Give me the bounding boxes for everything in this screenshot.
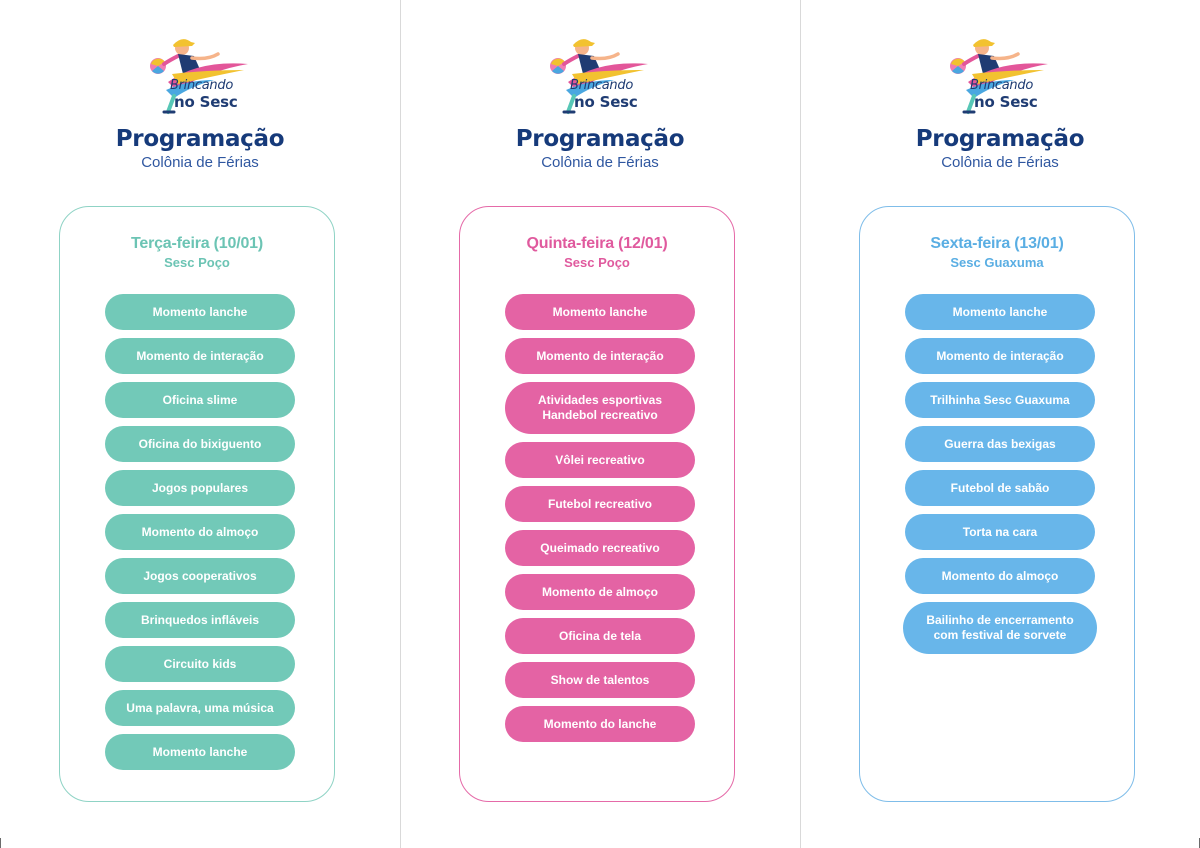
unit-name: Sesc Poço [164,255,230,270]
activity-item: Momento de interação [105,338,295,374]
logo-line2: no Sesc [574,93,638,111]
activity-item: Atividades esportivas Handebol recreativo [505,382,695,434]
brincando-no-sesc-logo [548,34,654,116]
day-heading: Terça-feira (10/01) [131,235,263,252]
unit-name: Sesc Poço [564,255,630,270]
page-subtitle: Colônia de Férias [141,154,259,171]
activity-item: Momento de interação [905,338,1095,374]
program-panel-2 [400,0,800,848]
activity-item: Momento lanche [905,294,1095,330]
program-panel-3 [800,0,1200,848]
activity-item: Momento do lanche [505,706,695,742]
page-title: Programação [515,126,685,152]
activity-item: Momento de almoço [505,574,695,610]
day-heading: Quinta-feira (12/01) [526,235,668,252]
activity-item: Torta na cara [905,514,1095,550]
logo-line2: no Sesc [174,93,238,111]
program-panel-1 [0,0,400,848]
activity-item: Futebol de sabão [905,470,1095,506]
activity-item: Bailinho de encerramento com festival de sorvete [903,602,1097,654]
activity-item: Futebol recreativo [505,486,695,522]
activity-item: Momento lanche [505,294,695,330]
activity-item: Trilhinha Sesc Guaxuma [905,382,1095,418]
activity-item: Show de talentos [505,662,695,698]
activity-item: Oficina do bixiguento [105,426,295,462]
unit-name: Sesc Guaxuma [950,255,1044,270]
activity-item: Momento lanche [105,294,295,330]
activity-item: Brinquedos infláveis [105,602,295,638]
schedule-card [59,206,335,802]
logo-line2: no Sesc [974,93,1038,111]
activity-item: Guerra das bexigas [905,426,1095,462]
schedule-card [459,206,735,802]
activity-item: Oficina de tela [505,618,695,654]
activity-item: Oficina slime [105,382,295,418]
activity-item: Momento lanche [105,734,295,770]
schedule-card [859,206,1135,802]
logo-line1: Brincando [570,78,633,93]
activity-list [105,294,295,770]
activity-item: Queimado recreativo [505,530,695,566]
activity-item: Vôlei recreativo [505,442,695,478]
activity-item: Jogos populares [105,470,295,506]
activity-item: Momento de interação [505,338,695,374]
brincando-no-sesc-logo [148,34,254,116]
day-heading: Sexta-feira (13/01) [930,235,1064,252]
activity-item: Momento do almoço [105,514,295,550]
logo-line1: Brincando [970,78,1033,93]
activity-list [905,294,1095,654]
activity-item: Circuito kids [105,646,295,682]
activity-item: Momento do almoço [905,558,1095,594]
brincando-no-sesc-logo [948,34,1054,116]
page-title: Programação [915,126,1085,152]
page-subtitle: Colônia de Férias [541,154,659,171]
logo-line1: Brincando [170,78,233,93]
activity-list [505,294,695,742]
page-subtitle: Colônia de Férias [941,154,1059,171]
activity-item: Jogos cooperativos [105,558,295,594]
activity-item: Uma palavra, uma música [105,690,295,726]
page-title: Programação [115,126,285,152]
